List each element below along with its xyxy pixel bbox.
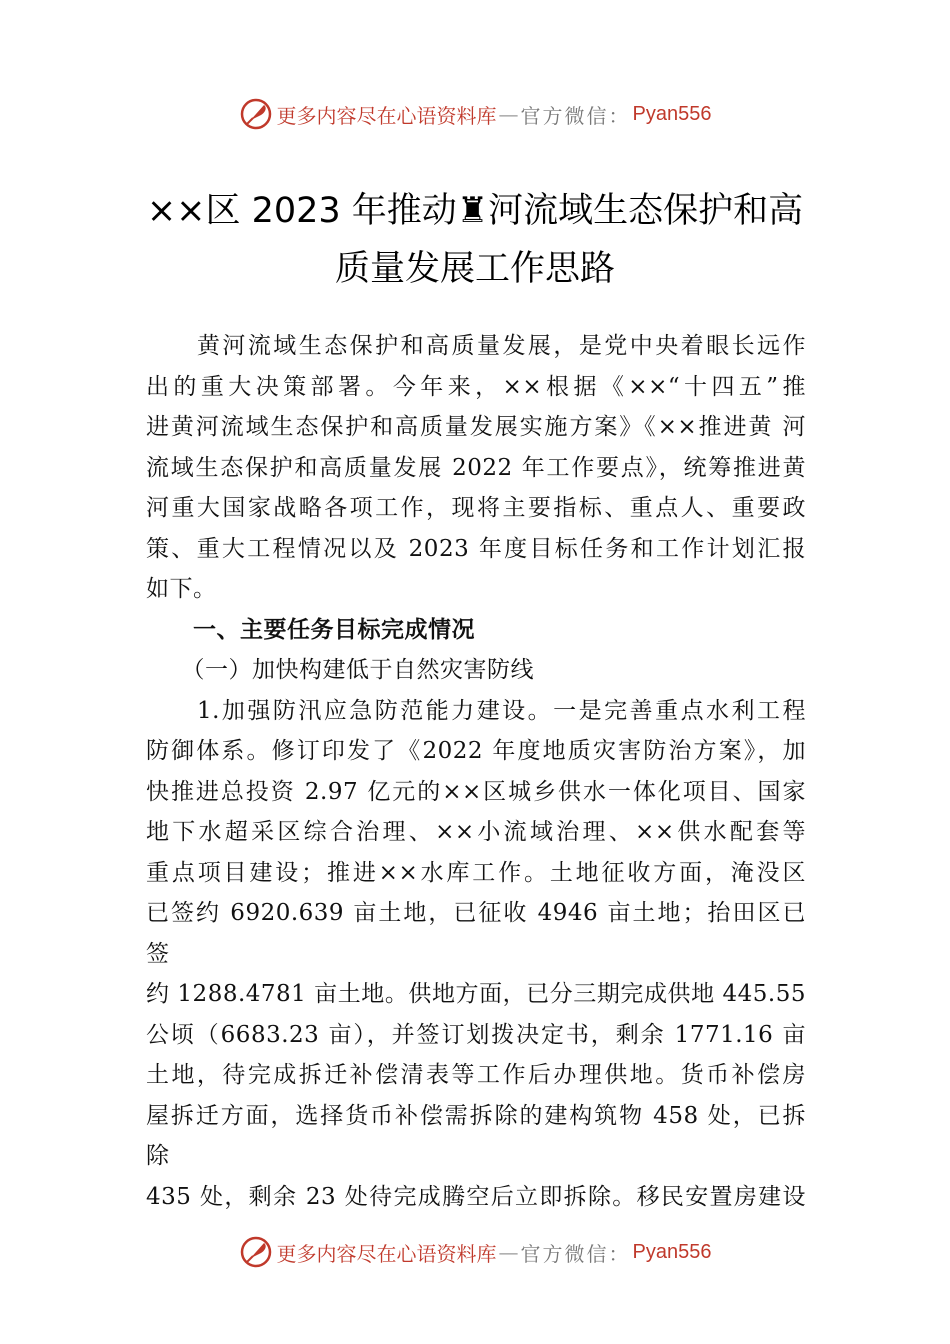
body-line-11: 防御体系。修订印发了《2022 年度地质灾害防治方案》，加 [146, 738, 806, 764]
body-line-18: 公顷（6683.23 亩），并签订划拨决定书，剩余 1771.16 亩 [146, 1021, 806, 1048]
body-line-5: 河重大国家战略各项工作，现将主要指标、重点人、重要政 [146, 495, 806, 521]
watermark-label: 官方微信： [520, 103, 631, 128]
title-line-1: ××区 2023 年推动♜河流域生态保护和高 [146, 191, 804, 231]
body-line-13: 地下水超采区综合治理、××小流域治理、××供水配套等 [146, 819, 806, 845]
watermark-separator: — [498, 1240, 519, 1264]
body-line-22: 435 处，剩余 23 处待完成腾空后立即拆除。移民安置房建设 [146, 1183, 806, 1210]
feather-pen-logo-icon [239, 97, 273, 131]
watermark-footer [0, 1232, 950, 1272]
watermark-brand: 更多内容尽在心语资料库 [276, 1241, 497, 1266]
section-heading-1: 一、主要任务目标完成情况 [146, 616, 475, 643]
body-line-17: 约 1288.4781 亩土地。供地方面，已分三期完成供地 445.55 [146, 981, 806, 1007]
feather-pen-logo-icon [239, 1235, 273, 1269]
body-line-14: 重点项目建设；推进××水库工作。土地征收方面，淹没区 [146, 859, 806, 886]
watermark-header [0, 94, 950, 134]
body-line-1: 黄河流域生态保护和高质量发展，是党中央着眼长远作 [146, 333, 806, 359]
title-line-2: 质量发展工作思路 [334, 249, 615, 289]
watermark-label: 官方微信： [520, 1241, 631, 1266]
body-line-21: 除 [146, 1143, 170, 1169]
body-line-15: 已签约 6920.639 亩土地，已征收 4946 亩土地；抬田区已 [146, 900, 806, 926]
body-line-10: 1.加强防汛应急防范能力建设。一是完善重点水利工程 [146, 697, 806, 724]
document-body [146, 326, 806, 1217]
body-line-7: 如下。 [146, 576, 217, 602]
watermark-separator: — [498, 102, 519, 126]
body-line-6: 策、重大工程情况以及 2023 年度目标任务和工作计划汇报 [146, 535, 806, 562]
body-line-12: 快推进总投资 2.97 亿元的××区城乡供水一体化项目、国家 [146, 778, 806, 805]
watermark-wechat-id: Pyan556 [632, 1240, 712, 1263]
body-line-20: 屋拆迁方面，选择货币补偿需拆除的建构筑物 458 处，已拆 [146, 1102, 806, 1129]
document-title [100, 182, 850, 298]
watermark-brand: 更多内容尽在心语资料库 [276, 103, 497, 128]
body-line-3: 进黄河流域生态保护和高质量发展实施方案》《××推进黄 河 [146, 414, 806, 440]
body-line-4: 流域生态保护和高质量发展 2022 年工作要点》，统筹推进黄 [146, 454, 806, 481]
subsection-heading-1: （一）加快构建低于自然灾害防线 [146, 657, 534, 683]
body-line-2: 出的重大决策部署。今年来，××根据《××“十四五”推 [146, 373, 806, 400]
body-line-16: 签 [146, 940, 170, 967]
body-line-19: 土地，待完成拆迁补偿清表等工作后办理供地。货币补偿房 [146, 1062, 806, 1088]
watermark-wechat-id: Pyan556 [632, 102, 712, 125]
